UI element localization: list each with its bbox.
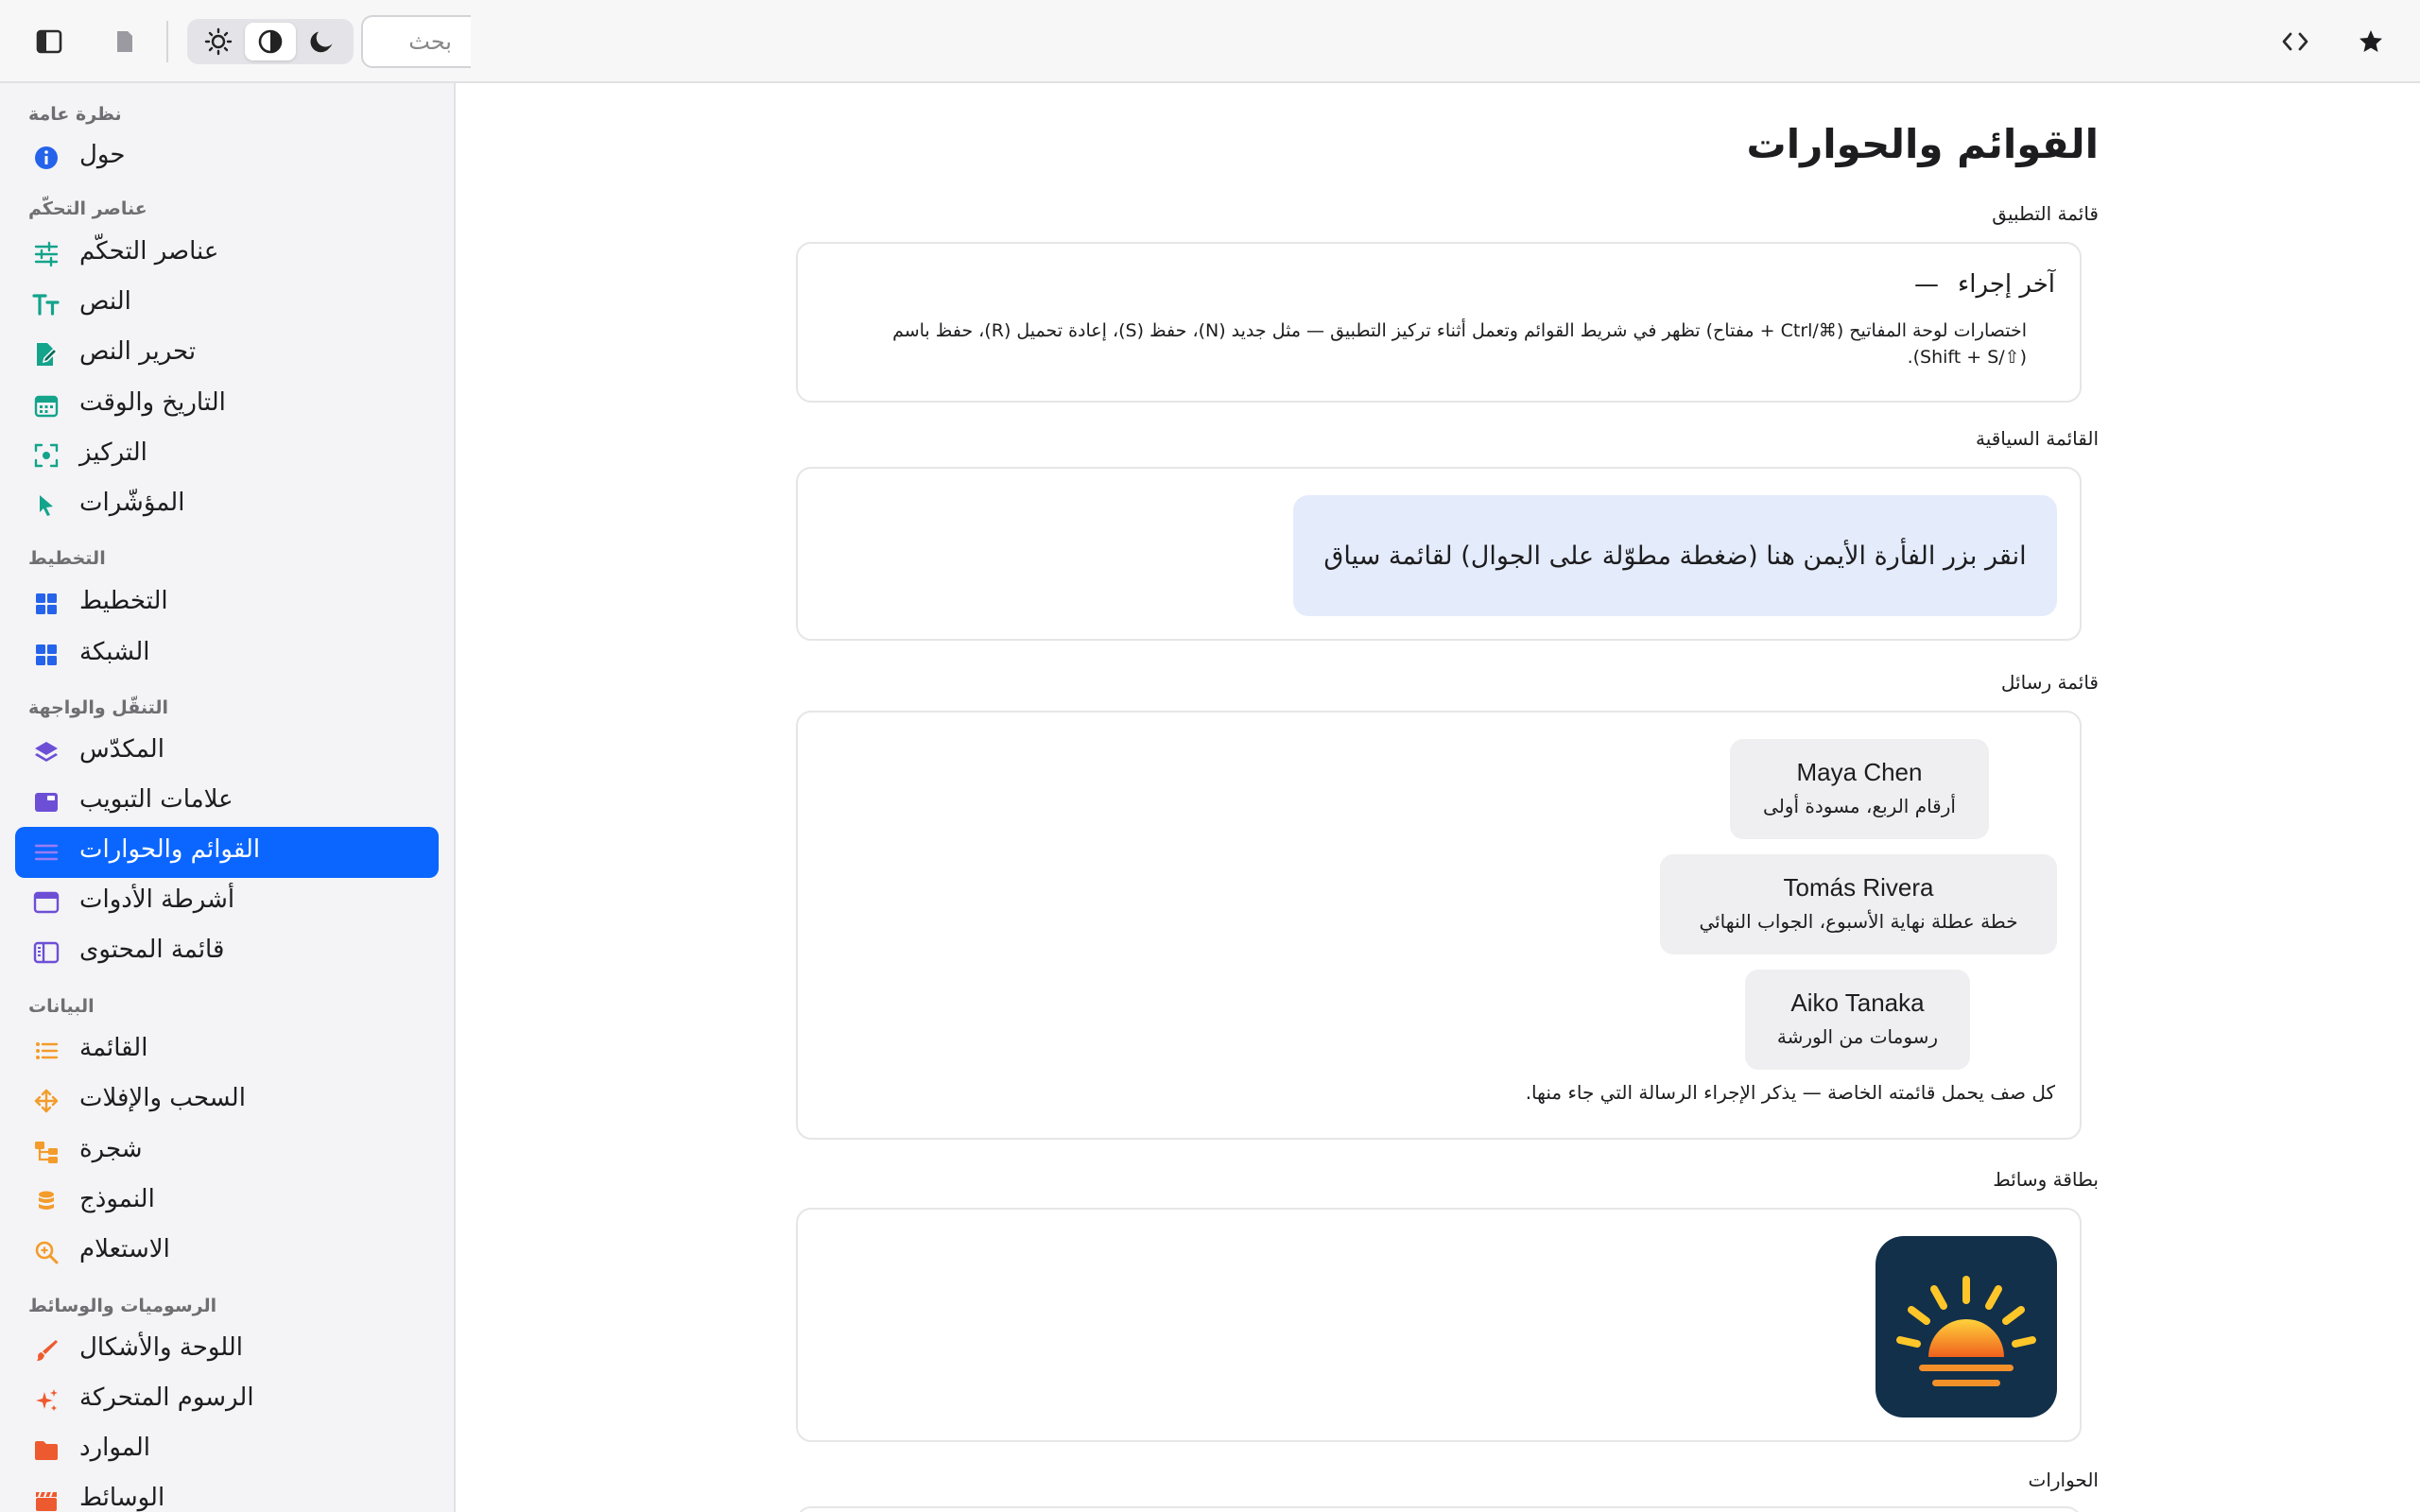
sidebar-item-assets[interactable] xyxy=(15,1425,439,1476)
sun-icon xyxy=(204,27,233,56)
sidebar-item-media[interactable] xyxy=(15,1475,439,1512)
sidebar-item-label: التركيز xyxy=(79,438,147,467)
sidebar-item-label: الشبكة xyxy=(79,638,150,666)
database-icon xyxy=(32,1188,60,1216)
sidebar-item-model[interactable] xyxy=(15,1177,439,1228)
sidebar-item-label: التخطيط xyxy=(79,587,168,615)
context-menu-target[interactable]: انقر بزر الفأرة الأيمن هنا (ضغطة مطوّلة على الجوال) لقائمة سياق xyxy=(1293,495,2057,616)
message-subject: رسومات من الورشة xyxy=(1776,1025,1939,1048)
message-row[interactable] xyxy=(1730,739,1989,839)
theme-dark-button[interactable] xyxy=(297,23,348,60)
message-sender: Aiko Tanaka xyxy=(1790,988,1925,1017)
calendar-icon xyxy=(32,391,60,420)
dialogs-card xyxy=(796,1506,2082,1512)
move-icon xyxy=(32,1087,60,1115)
sidebar-item-content-list[interactable] xyxy=(15,927,439,978)
message-subject: أرقام الربع، مسودة أولى xyxy=(1763,795,1956,817)
moon-icon xyxy=(309,28,336,55)
context-menu-card xyxy=(796,467,2082,641)
last-action-label: آخر إجراء xyxy=(1958,270,2055,299)
sidebar-item-label: السحب والإفلات xyxy=(79,1084,246,1112)
dialogs-section-label: الحوارات xyxy=(2028,1469,2099,1491)
media-card-section-label: بطاقة وسائط xyxy=(1993,1168,2099,1191)
sidebar-item-list[interactable] xyxy=(15,1025,439,1076)
app-menu-card xyxy=(796,242,2082,403)
media-image[interactable] xyxy=(1876,1236,2057,1418)
half-moon-icon xyxy=(256,27,285,56)
sidebar-item-label: حول xyxy=(79,141,126,169)
sidebar-item-animations[interactable] xyxy=(15,1375,439,1426)
sidebar-item-text[interactable] xyxy=(15,279,439,330)
message-sender: Maya Chen xyxy=(1796,758,1923,786)
sidebar-item-label: اللوحة والأشكال xyxy=(79,1333,244,1362)
toolbar xyxy=(0,0,2420,83)
message-menu-note: كل صف يحمل قائمته الخاصة — يذكر الإجراء الرسالة التي جاء منها. xyxy=(1525,1081,2055,1104)
theme-light-button[interactable] xyxy=(193,23,244,60)
sidebar-item-cursors[interactable] xyxy=(15,480,439,531)
sliders-icon xyxy=(32,240,60,268)
last-action-value: — xyxy=(1914,270,1939,299)
sidebar xyxy=(0,83,456,1512)
toolbar-icon xyxy=(32,888,60,917)
shortcut-note: اختصارات لوحة المفاتيح (⌘/Ctrl + مفتاح) تظهر في شريط القوائم وتعمل أثناء تركيز التطبيق — مثل جديد (N)، حفظ (S)، إعادة تحميل (R)، حفظ باسم (⇧/Shift + S). xyxy=(892,320,2027,368)
theme-auto-button[interactable] xyxy=(245,23,296,60)
tabs-icon xyxy=(32,788,60,816)
sidebar-item-toolbars[interactable] xyxy=(15,877,439,928)
sidebar-item-about[interactable] xyxy=(15,132,439,183)
sidebar-item-date-time[interactable] xyxy=(15,380,439,431)
sidebar-item-canvas[interactable] xyxy=(15,1325,439,1376)
favorite-button[interactable] xyxy=(2346,17,2395,66)
sidebar-item-label: الرسوم المتحركة xyxy=(79,1383,254,1412)
last-action-row xyxy=(1914,270,2055,299)
search-input[interactable] xyxy=(361,15,471,68)
stack-icon xyxy=(32,738,60,766)
sidebar-section-navigation: التنقّل والواجهة xyxy=(28,697,169,718)
sidebar-item-label: قائمة المحتوى xyxy=(79,936,225,964)
clapper-icon xyxy=(32,1486,60,1512)
context-menu-section-label: القائمة السياقية xyxy=(1975,427,2099,450)
sidebar-item-tabs[interactable] xyxy=(15,777,439,828)
tree-icon xyxy=(32,1138,60,1166)
message-menu-section-label: قائمة رسائل xyxy=(2000,671,2099,694)
sidebar-item-label: شجرة xyxy=(79,1135,143,1163)
toolbar-separator xyxy=(166,21,168,62)
star-icon xyxy=(2358,28,2384,55)
sidebar-item-label: علامات التبويب xyxy=(79,785,233,814)
sidebar-item-menus-dialogs[interactable] xyxy=(15,827,439,878)
sidebar-item-label: الموارد xyxy=(79,1434,150,1462)
list-icon xyxy=(32,1037,60,1065)
sidebar-item-label: النص xyxy=(79,287,131,316)
message-sender: Tomás Rivera xyxy=(1783,873,1934,902)
sidebar-item-controls[interactable] xyxy=(15,229,439,280)
sidebar-item-drag-drop[interactable] xyxy=(15,1075,439,1126)
document-button[interactable] xyxy=(100,17,149,66)
main-content xyxy=(458,83,2420,1512)
sidebar-item-label: الاستعلام xyxy=(79,1235,170,1263)
code-icon xyxy=(2281,30,2309,53)
app-menu-section-label: قائمة التطبيق xyxy=(1992,202,2099,225)
media-card xyxy=(796,1208,2082,1442)
sidebar-toggle-icon xyxy=(36,29,62,54)
focus-icon xyxy=(32,441,60,470)
split-view-icon xyxy=(32,938,60,967)
sidebar-item-tree[interactable] xyxy=(15,1126,439,1177)
menu-icon xyxy=(32,838,60,867)
sidebar-item-label: تحرير النص xyxy=(79,337,197,366)
search-zoom-icon xyxy=(32,1238,60,1266)
sidebar-item-label: عناصر التحكّم xyxy=(79,237,219,266)
sidebar-item-label: القوائم والحوارات xyxy=(79,835,261,864)
sidebar-item-grid[interactable] xyxy=(15,629,439,680)
sidebar-item-label: النموذج xyxy=(79,1185,155,1213)
info-icon xyxy=(32,144,60,172)
sidebar-item-label: أشرطة الأدوات xyxy=(79,885,235,914)
sidebar-item-label: القائمة xyxy=(79,1034,148,1062)
sidebar-item-stack[interactable] xyxy=(15,727,439,778)
sunrise-icon xyxy=(1876,1236,2057,1418)
sparkles-icon xyxy=(32,1386,60,1415)
sidebar-toggle-button[interactable] xyxy=(25,17,74,66)
edit-document-icon xyxy=(32,340,60,369)
message-menu-card xyxy=(796,711,2082,1140)
sidebar-item-text-editing[interactable] xyxy=(15,329,439,380)
message-subject: خطة عطلة نهاية الأسبوع، الجواب النهائي xyxy=(1699,910,2018,933)
folder-icon xyxy=(32,1436,60,1465)
sidebar-item-label: المكدّس xyxy=(79,735,164,764)
code-view-button[interactable] xyxy=(2271,17,2320,66)
text-size-icon xyxy=(32,290,60,318)
theme-switcher xyxy=(187,19,354,64)
message-row[interactable] xyxy=(1745,970,1970,1070)
grid-icon xyxy=(32,641,60,669)
sidebar-section-overview: نظرة عامة xyxy=(28,104,122,125)
layout-grid-icon xyxy=(32,590,60,618)
sidebar-item-focus[interactable] xyxy=(15,430,439,481)
sidebar-item-label: المؤشّرات xyxy=(79,489,185,517)
message-row[interactable] xyxy=(1660,854,2057,954)
sidebar-section-controls: عناصر التحكّم xyxy=(28,198,147,219)
document-icon xyxy=(115,29,134,54)
sidebar-section-graphics: الرسوميات والوسائط xyxy=(28,1296,217,1316)
page-title: القوائم والحوارات xyxy=(1746,121,2099,167)
sidebar-section-layout: التخطيط xyxy=(28,548,106,569)
sidebar-item-label: الوسائط xyxy=(79,1484,165,1512)
sidebar-item-layout[interactable] xyxy=(15,578,439,629)
brush-icon xyxy=(32,1336,60,1365)
sidebar-section-data: البيانات xyxy=(28,996,95,1017)
sidebar-item-label: التاريخ والوقت xyxy=(79,388,226,417)
sidebar-item-query[interactable] xyxy=(15,1227,439,1278)
cursor-icon xyxy=(32,491,60,520)
